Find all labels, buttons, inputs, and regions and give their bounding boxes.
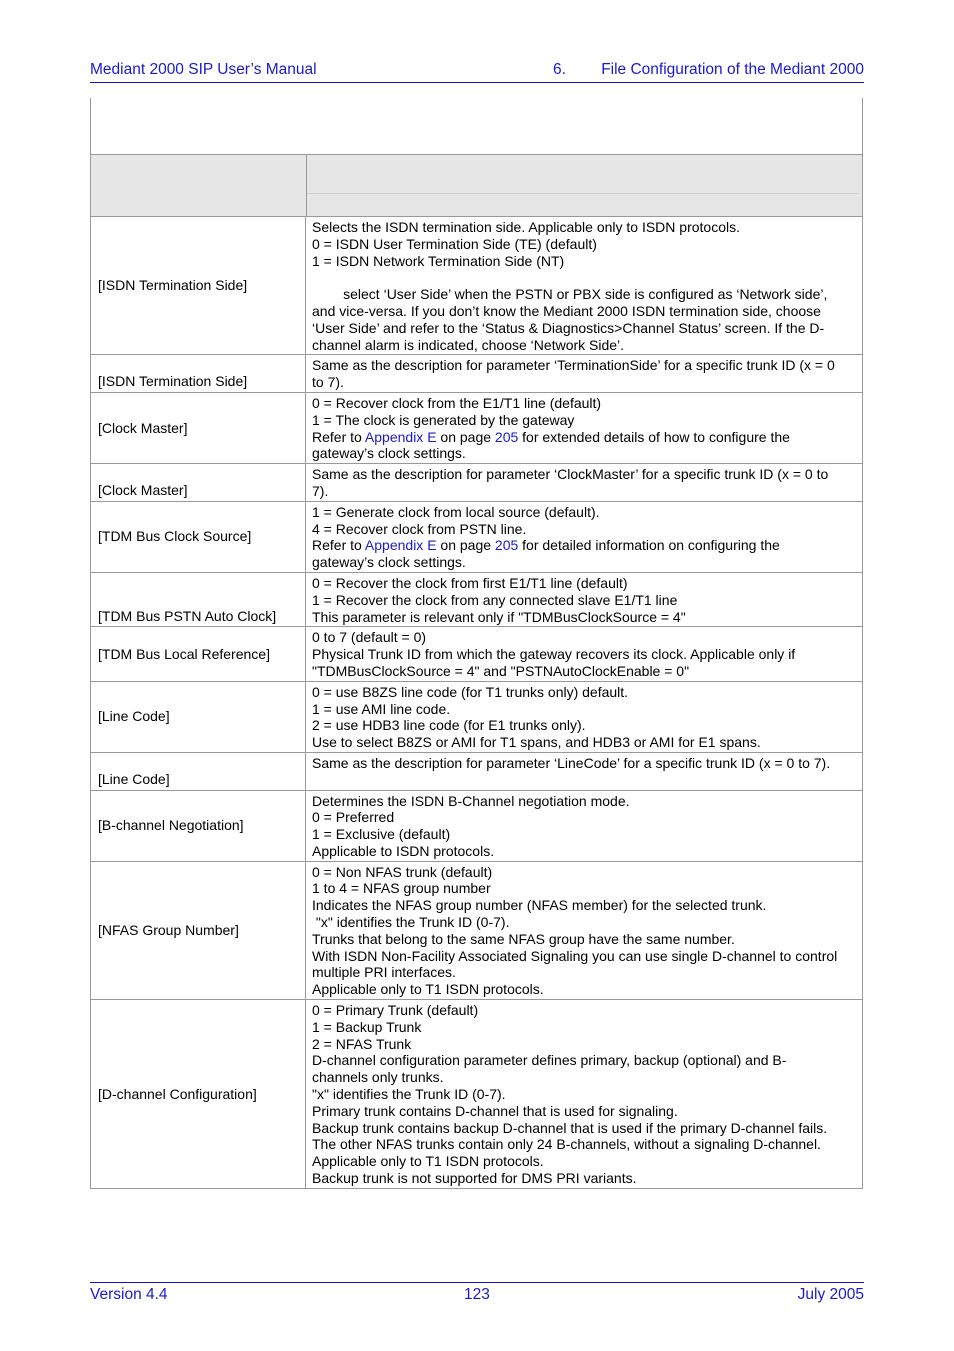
parameter-name-text: [B-channel Negotiation] [98, 817, 244, 834]
reference-line [312, 537, 856, 554]
parameter-description [306, 791, 862, 861]
description-line: Indicates the NFAS group number (NFAS member) for the selected trunk. [312, 897, 767, 914]
reference-text: on page [436, 537, 495, 554]
description-line: 2 = use HDB3 line code (for E1 trunks only). [312, 717, 586, 734]
table-row [90, 572, 863, 626]
table-row [90, 216, 863, 354]
description-line: gateway’s clock settings. [312, 445, 466, 462]
reference-text: on page [436, 428, 495, 445]
parameter-description [306, 217, 862, 354]
publish-date: July 2005 [797, 1286, 864, 1303]
parameter-description [306, 682, 862, 752]
description-line: 1 to 4 = NFAS group number [312, 880, 491, 897]
description-line: The other NFAS trunks contain only 24 B-channels, without a signaling D-channel. [312, 1136, 821, 1153]
parameter-name-text: [Line Code] [98, 770, 170, 787]
description-line: Selects the ISDN termination side. Applicable only to ISDN protocols. [312, 219, 740, 235]
description-line: Applicable to ISDN protocols. [312, 842, 495, 859]
description-line: gateway’s clock settings. [312, 554, 466, 571]
parameter-name [91, 393, 306, 463]
description-line: This parameter is relevant only if "TDMBusClockSource = 4" [312, 608, 686, 625]
section-number: 6. [553, 61, 566, 78]
description-line: 1 = Backup Trunk [312, 1018, 422, 1035]
parameter-description [306, 753, 862, 790]
header-cell-name [91, 155, 307, 216]
table-row [90, 501, 863, 572]
description-line: 0 = ISDN User Termination Side (TE) (default) [312, 235, 597, 252]
parameter-name [91, 791, 306, 861]
description-line: 1 = Generate clock from local source (default). [312, 503, 600, 520]
appendix-link[interactable]: Appendix E [364, 428, 437, 445]
description-line: Backup trunk is not supported for DMS PRI variants. [312, 1170, 637, 1187]
parameter-name-text: [Clock Master] [98, 481, 188, 498]
table-header [90, 154, 863, 216]
parameter-name [91, 753, 306, 790]
page-footer [90, 1282, 864, 1307]
description-line: Applicable only to T1 ISDN protocols. [312, 1153, 544, 1170]
description-line: to 7). [312, 374, 344, 391]
parameter-name-text: [D-channel Configuration] [98, 1085, 257, 1102]
table-row [90, 626, 863, 680]
parameter-name [91, 682, 306, 752]
description-line: "x" identifies the Trunk ID (0-7). [312, 1086, 506, 1103]
parameter-description [306, 862, 862, 999]
parameter-name-text: [Clock Master] [98, 419, 188, 436]
parameter-name [91, 217, 306, 354]
description-line: 0 = Primary Trunk (default) [312, 1002, 479, 1019]
description-line: Primary trunk contains D-channel that is used for signaling. [312, 1102, 678, 1119]
version-label: Version 4.4 [90, 1286, 168, 1303]
manual-title: Mediant 2000 SIP User’s Manual [90, 61, 317, 78]
table-row [90, 861, 863, 999]
parameter-name-text: [TDM Bus Local Reference] [98, 645, 270, 662]
reference-text: for extended details of how to configure the [518, 428, 790, 445]
description-line: With ISDN Non-Facility Associated Signaling you can use single D-channel to control [312, 947, 838, 964]
description-line: channel alarm is indicated, choose ‘Network Side’. [312, 336, 625, 353]
parameter-name-text: [TDM Bus PSTN Auto Clock] [98, 607, 277, 624]
description-line: 0 = use B8ZS line code (for T1 trunks only) default. [312, 683, 629, 700]
description-line: 0 to 7 (default = 0) [312, 629, 427, 646]
parameter-name-text: [ISDN Termination Side] [98, 277, 248, 294]
table-caption-area [90, 98, 863, 154]
description-line: Physical Trunk ID from which the gateway recovers its clock. Applicable only if [312, 646, 796, 663]
parameter-name [91, 862, 306, 999]
parameter-table [90, 98, 863, 1189]
description-line [312, 269, 856, 286]
description-line: ‘User Side’ and refer to the ‘Status & Diagnostics>Channel Status’ screen. If the D- [312, 319, 825, 336]
description-line: 7). [312, 482, 329, 499]
description-line: Trunks that belong to the same NFAS group have the same number. [312, 930, 735, 947]
description-line: "x" identifies the Trunk ID (0-7). [312, 914, 510, 931]
reference-text: Refer to [312, 537, 365, 554]
description-line: 2 = NFAS Trunk [312, 1035, 412, 1052]
parameter-name-text: [NFAS Group Number] [98, 921, 239, 938]
page-link[interactable]: 205 [494, 537, 519, 554]
parameter-name [91, 355, 306, 392]
description-line: D-channel configuration parameter defines primary, backup (optional) and B- [312, 1052, 787, 1069]
description-line: and vice-versa. If you don’t know the Mediant 2000 ISDN termination side, choose [312, 302, 821, 319]
description-line: Applicable only to T1 ISDN protocols. [312, 981, 544, 998]
page-link[interactable]: 205 [494, 428, 519, 445]
description-line: channels only trunks. [312, 1069, 444, 1086]
parameter-description [306, 573, 862, 626]
description-line: 1 = use AMI line code. [312, 700, 451, 717]
table-row [90, 681, 863, 752]
appendix-link[interactable]: Appendix E [364, 537, 437, 554]
table-row [90, 354, 863, 392]
description-line: 0 = Preferred [312, 809, 395, 826]
description-line: 0 = Non NFAS trunk (default) [312, 863, 493, 880]
reference-line [312, 429, 856, 446]
page-number: 123 [464, 1286, 490, 1303]
reference-text: for detailed information on configuring the [518, 537, 780, 554]
description-line: Same as the description for parameter ‘ClockMaster’ for a specific trunk ID (x = 0 to [312, 466, 829, 483]
description-line: 1 = The clock is generated by the gateway [312, 411, 575, 428]
description-line: 0 = Recover the clock from first E1/T1 line (default) [312, 574, 628, 591]
parameter-description [306, 464, 862, 501]
reference-text: Refer to [312, 428, 365, 445]
description-line: 4 = Recover clock from PSTN line. [312, 520, 527, 537]
description-line [312, 772, 856, 789]
table-body [90, 216, 863, 1189]
parameter-description [306, 502, 862, 572]
parameter-name-text: [ISDN Termination Side] [98, 373, 248, 390]
description-line: 1 = Recover the clock from any connected slave E1/T1 line [312, 591, 678, 608]
description-line: 1 = Exclusive (default) [312, 826, 451, 843]
parameter-name [91, 573, 306, 626]
table-row [90, 752, 863, 790]
parameter-name [91, 627, 306, 680]
header-cell-description [307, 155, 862, 216]
description-line: Same as the description for parameter ‘LineCode’ for a specific trunk ID (x = 0 to 7). [312, 754, 831, 771]
table-row [90, 999, 863, 1189]
parameter-description [306, 1000, 862, 1188]
parameter-name-text: [Line Code] [98, 708, 170, 725]
table-row [90, 463, 863, 501]
description-line: Determines the ISDN B-Channel negotiation mode. [312, 792, 630, 809]
parameter-name [91, 1000, 306, 1188]
description-line: Use to select B8ZS or AMI for T1 spans, and HDB3 or AMI for E1 spans. [312, 734, 761, 751]
description-line: select ‘User Side’ when the PSTN or PBX side is configured as ‘Network side’, [312, 286, 828, 303]
parameter-name [91, 502, 306, 572]
table-row [90, 392, 863, 463]
section-title: File Configuration of the Mediant 2000 [601, 61, 864, 78]
parameter-description [306, 627, 862, 680]
description-line: Backup trunk contains backup D-channel that is used if the primary D-channel fails. [312, 1119, 828, 1136]
description-line: Same as the description for parameter ‘TerminationSide’ for a specific trunk ID (x = 0 [312, 357, 835, 374]
description-line: 1 = ISDN Network Termination Side (NT) [312, 252, 565, 269]
table-row [90, 790, 863, 861]
page-header [90, 60, 864, 83]
parameter-name-text: [TDM Bus Clock Source] [98, 528, 252, 545]
parameter-name [91, 464, 306, 501]
description-line: "TDMBusClockSource = 4" and "PSTNAutoClockEnable = 0" [312, 662, 690, 679]
description-line: multiple PRI interfaces. [312, 964, 456, 981]
description-line: 0 = Recover clock from the E1/T1 line (default) [312, 394, 602, 411]
parameter-description [306, 393, 862, 463]
parameter-description [306, 355, 862, 392]
